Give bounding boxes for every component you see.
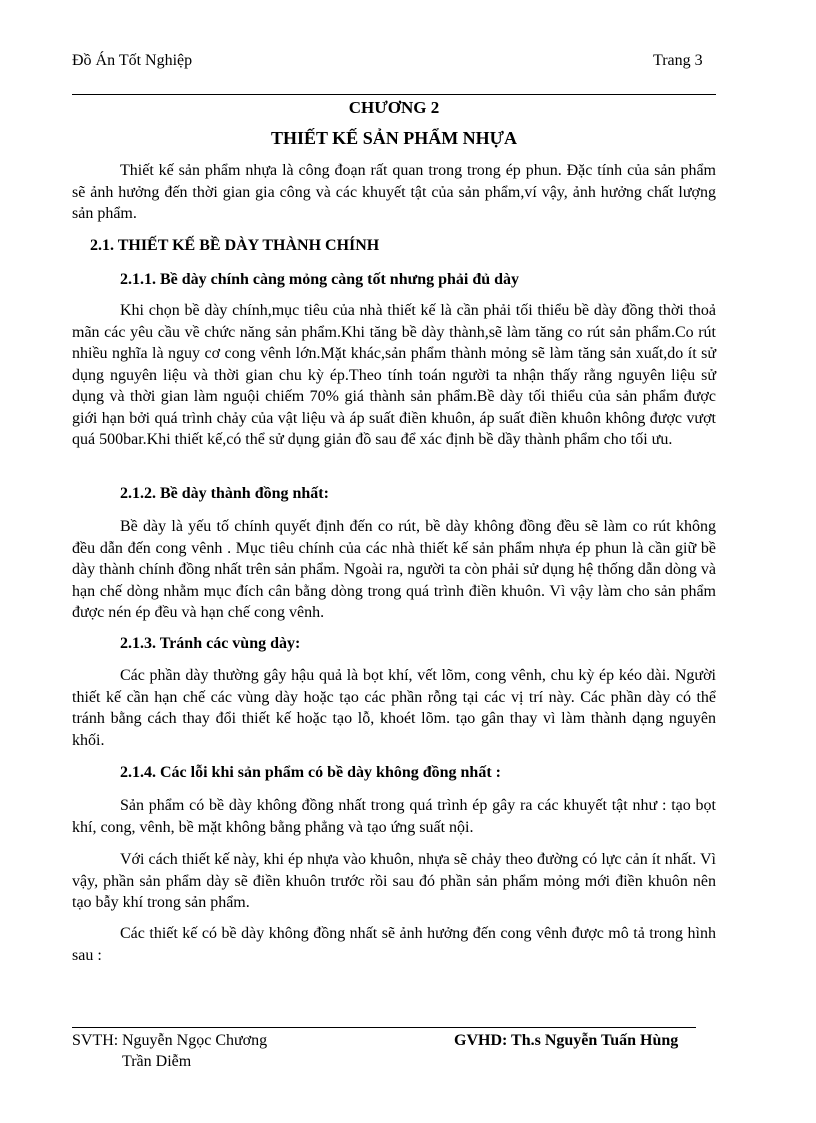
- subsection-heading-2-1-1: 2.1.1. Bề dày chính càng mỏng càng tốt nhưng phải đủ dày: [120, 271, 520, 288]
- student-name-2: Trần Diễm: [122, 1053, 192, 1070]
- paragraph-2-1-4-c: Các thiết kế có bề dày không đồng nhất sẽ ảnh hưởng đến cong vênh được mô tả trong hình sau :: [72, 925, 716, 964]
- svth-label: SVTH:: [72, 1032, 119, 1049]
- header-divider: [72, 94, 716, 95]
- chapter-number: CHƯƠNG 2: [348, 98, 440, 117]
- chapter-title: THIẾT KẾ SẢN PHẨM NHỰA: [270, 128, 518, 148]
- intro-paragraph: Thiết kế sản phẩm nhựa là công đoạn rất quan trong trong ép phun. Đặc tính của sản phẩm sẽ ảnh hưởng đến thời gian gia công và các khuyết tật của sản phẩm,ví vậy, ảnh hưởng chất lượng sản phẩm.: [72, 162, 716, 222]
- subsection-heading-2-1-4: 2.1.4. Các lỗi khi sản phẩm có bề dày không đồng nhất :: [120, 764, 501, 781]
- paragraph-2-1-2: Bề dày là yếu tố chính quyết định đến co rút, bề dày không đồng đều sẽ làm co rút không đều dẫn đến cong vênh . Mục tiêu chính của các nhà thiết kế sản phẩm nhựa ép phun là cần giữ bề dày thành chính đồng nhất trên sản phẩm. Ngoài ra, người ta còn phải sử dụng hệ thống dẫn dòng và hạn chế dòng nhằm mục đích cân bằng dòng trong quá trình điền khuôn. Vì vậy làm cho sản phẩm được nén ép đều và hạn chế cong vênh.: [72, 518, 716, 621]
- subsection-heading-2-1-3: 2.1.3. Tránh các vùng dày:: [120, 635, 301, 652]
- subsection-heading-2-1-2: 2.1.2. Bề dày thành đồng nhất:: [120, 485, 329, 502]
- paragraph-2-1-1: Khi chọn bề dày chính,mục tiêu của nhà thiết kế là cần phải tối thiểu bề dày đồng thời thoả mãn các yêu cầu về chức năng sản phẩm.Khi tăng bề dày thành,sẽ làm tăng co rút sản phẩm.Co rút nhiều nghĩa là nguy cơ cong vênh lớn.Mặt khác,sản phẩm thành mỏng sẽ làm tăng sản xuất,do ít sử dụng nguyên liệu và thời gian chu kỳ ép.Theo tính toán người ta nhận thấy rằng nguyên liệu sử dụng và thời gian làm nguội chiếm 70% giá thành sản phẩm.Bề dày tối thiểu của sản phẩm được giới hạn bởi quá trình chảy của vật liệu và áp suất điền khuôn, áp suất điền khuôn không được vượt quá 500bar.Khi thiết kế,có thể sử dụng giản đồ sau để xác định bề dầy thành phẩm cho tối ưu.: [72, 302, 716, 448]
- paragraph-2-1-3: Các phần dày thường gây hậu quả là bọt khí, vết lõm, cong vênh, chu kỳ ép kéo dài. Người thiết kế cần hạn chế các vùng dày hoặc tạo các phần rỗng tại các vị trí này. Các phần dày có thể tránh bằng cách thay đổi thiết kế hoặc tạo lỗ, khoét lõm. tạo gân thay vì làm thành dạng nguyên khối.: [72, 667, 716, 749]
- header-title: Đồ Án Tốt Nghiệp: [72, 52, 193, 69]
- advisor-name: GVHD: Th.s Nguyễn Tuấn Hùng: [454, 1032, 679, 1049]
- page-number: Trang 3: [653, 52, 703, 69]
- footer-divider: [72, 1027, 696, 1028]
- paragraph-2-1-4-b: Với cách thiết kế này, khi ép nhựa vào khuôn, nhựa sẽ chảy theo đường có lực cản ít nhất. Vì vậy, phần sản phẩm dày sẽ điền khuôn trước rồi sau đó phần sản phẩm mỏng mới điền khuôn nên tạo bẫy khí trong sản phẩm.: [72, 851, 716, 911]
- section-heading-2-1: 2.1. THIẾT KẾ BỀ DÀY THÀNH CHÍNH: [90, 237, 380, 254]
- paragraph-2-1-4-a: Sản phẩm có bề dày không đồng nhất trong quá trình ép gây ra các khuyết tật như : tạo bọt khí, cong, vênh, bề mặt không bằng phẳng và tạo ứng suất nội.: [72, 797, 716, 836]
- student-name-1: Nguyễn Ngọc Chương: [122, 1032, 268, 1049]
